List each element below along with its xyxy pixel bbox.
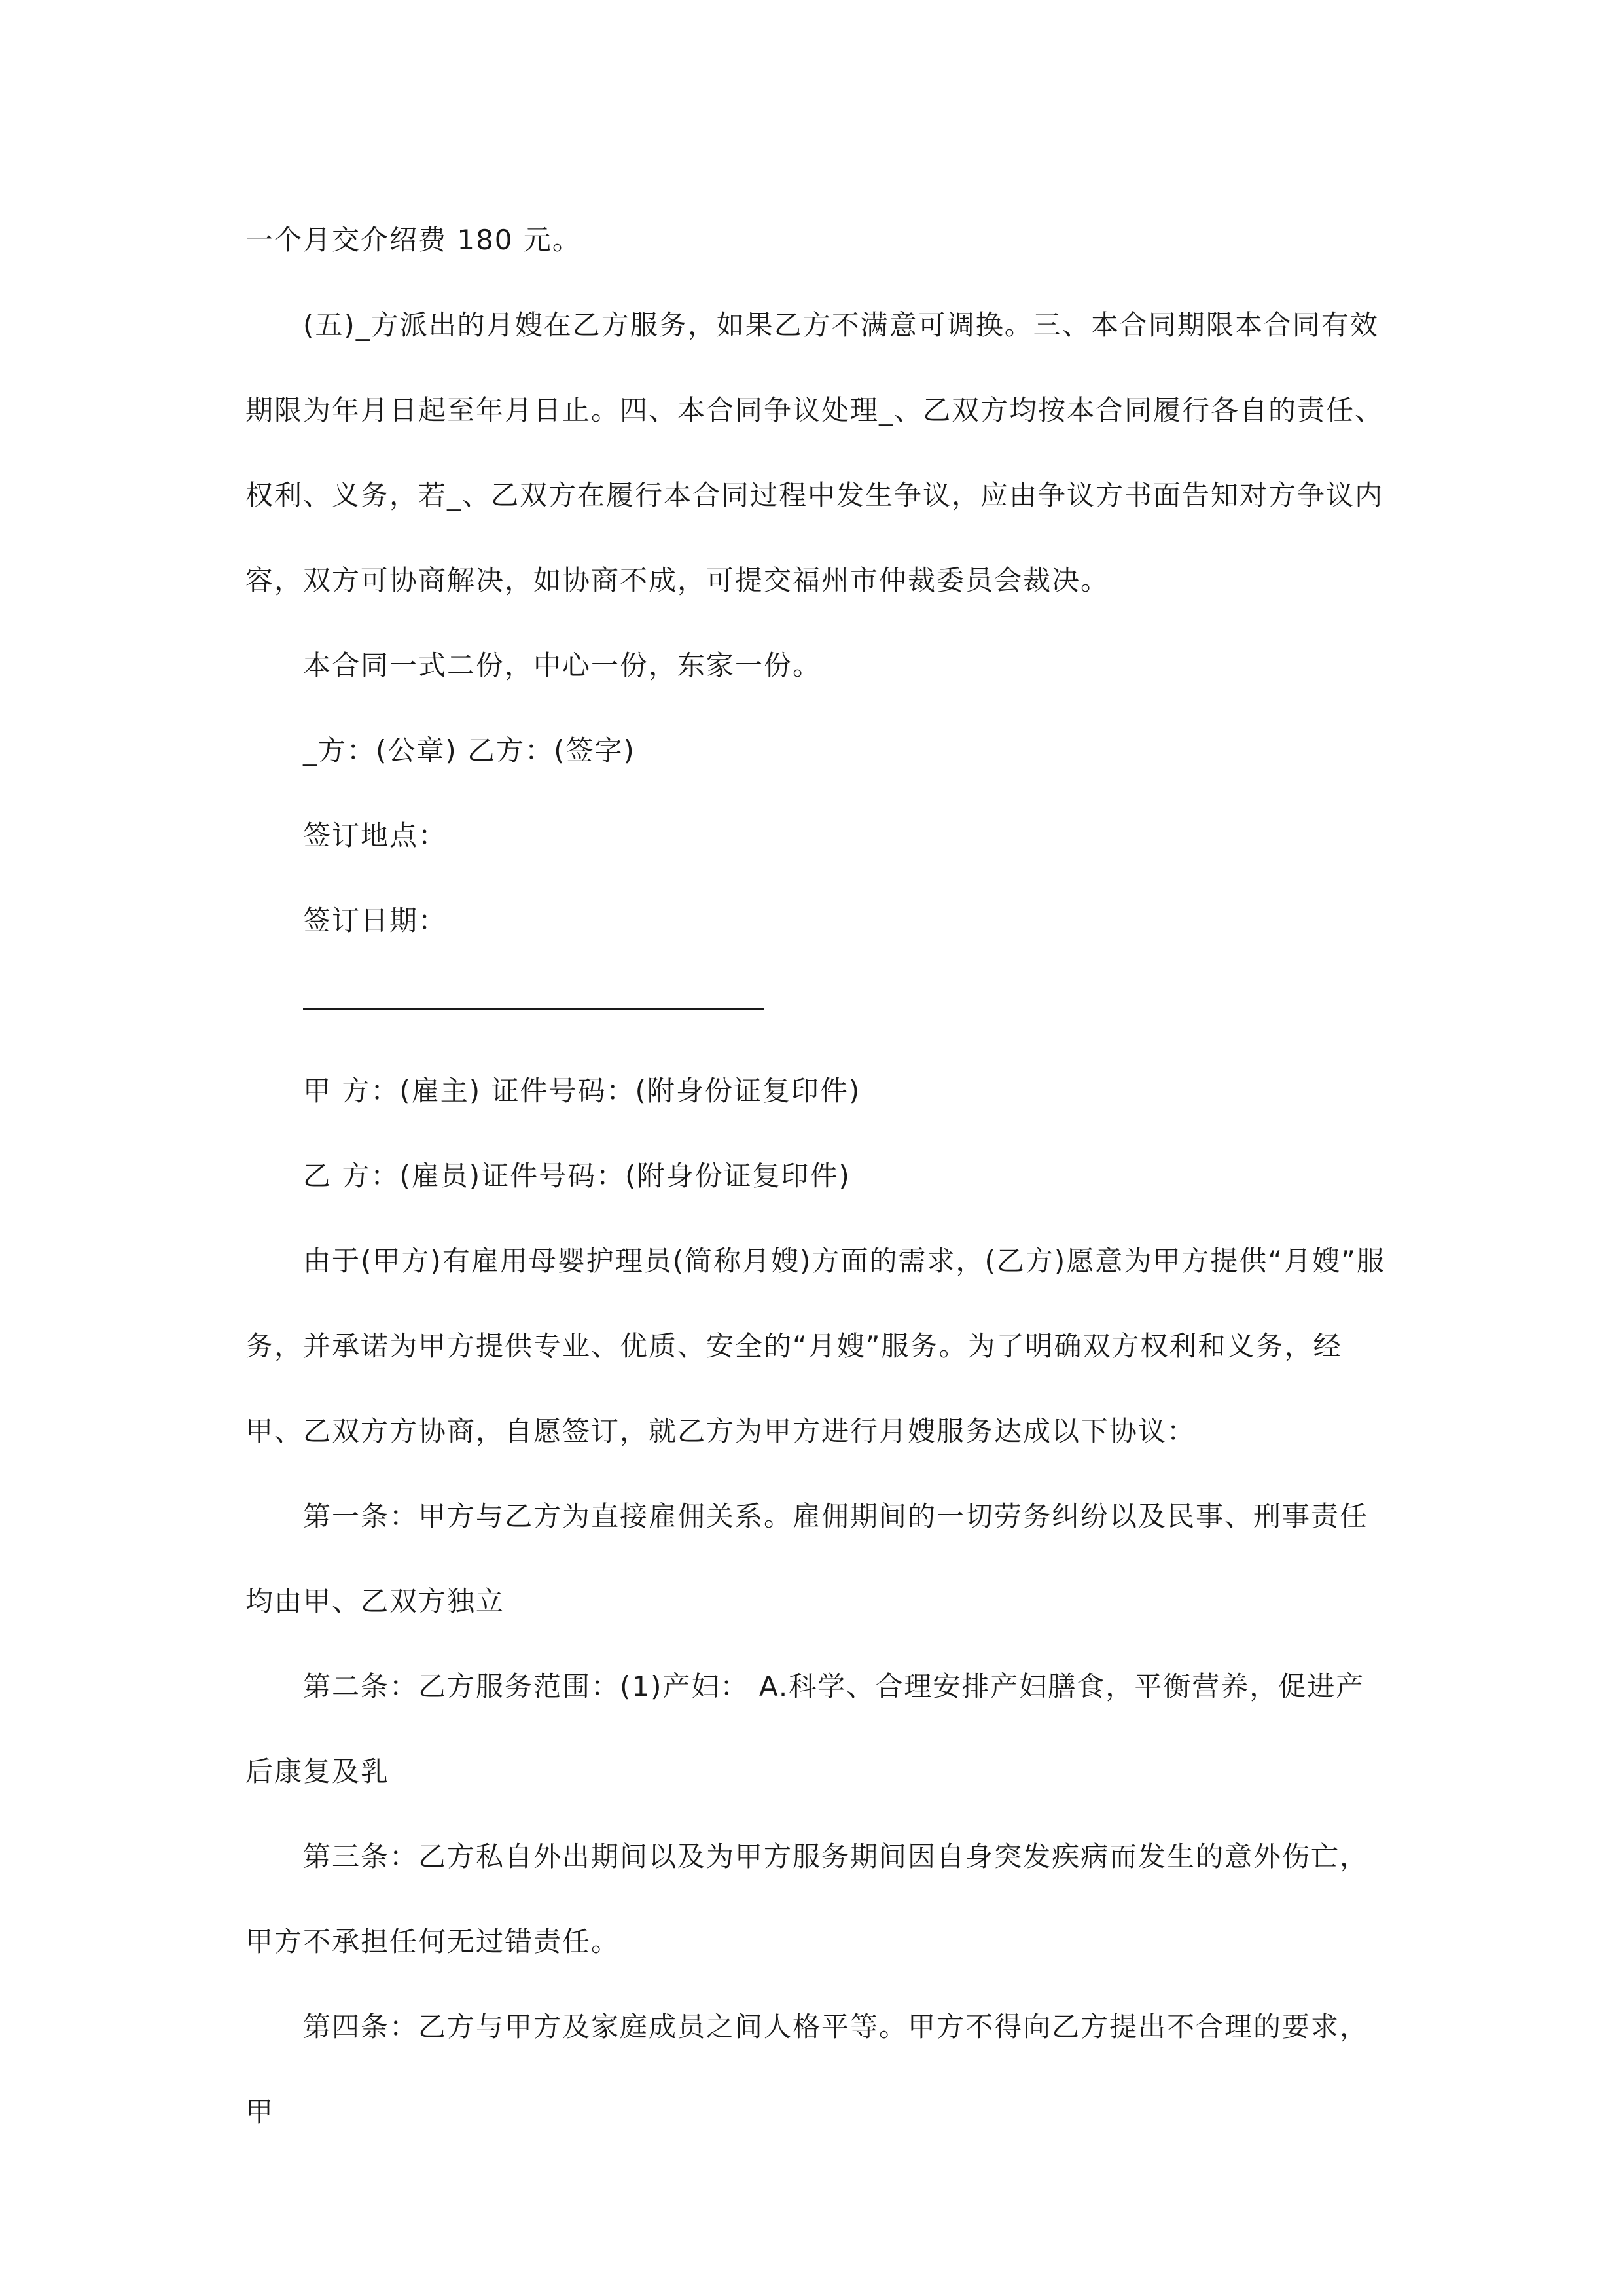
paragraph-party-b: 乙 方：(雇员)证件号码：(附身份证复印件) (303, 1160, 851, 1192)
paragraph-signatures: _方：(公章) 乙方：(签字) (303, 734, 635, 766)
paragraph-party-a: 甲 方：(雇主) 证件号码：(附身份证复印件) (303, 1075, 861, 1107)
paragraph-article-2: 第二条：乙方服务范围：(1)产妇： A.科学、合理安排产妇膳食，平衡营养，促进产后康复及乳 (245, 1670, 1365, 1787)
paragraph-article-1: 第一条：甲方与乙方为直接雇佣关系。雇佣期间的一切劳务纠纷以及民事、刑事责任均由甲、乙双方独立 (245, 1500, 1369, 1617)
paragraph-article-3: 第三条：乙方私自外出期间以及为甲方服务期间因自身突发疾病而发生的意外伤亡，甲方不承担任何无过错责任。 (245, 1840, 1369, 1958)
paragraph-article-4: 第四条：乙方与甲方及家庭成员之间人格平等。甲方不得向乙方提出不合理的要求，甲 (245, 2011, 1369, 2128)
paragraph-intro-fee: 一个月交介绍费 180 元。 (245, 224, 581, 256)
paragraph-sign-place: 签订地点： (303, 819, 448, 852)
section-divider (303, 1008, 764, 1010)
paragraph-preamble: 由于(甲方)有雇用母婴护理员(简称月嫂)方面的需求，(乙方)愿意为甲方提供“月嫂”服务，并承诺为甲方提供专业、优质、安全的“月嫂”服务。为了明确双方权利和义务，经甲、乙双方方协商，自愿签订，就乙方为甲方进行月嫂服务达成以下协议： (245, 1245, 1385, 1447)
paragraph-copies: 本合同一式二份，中心一份，东家一份。 (303, 649, 822, 681)
paragraph-clause-five: (五)_方派出的月嫂在乙方服务，如果乙方不满意可调换。三、本合同期限本合同有效期限为年月日起至年月日止。四、本合同争议处理_、乙双方均按本合同履行各自的责任、权利、义务，若_、乙双方在履行本合同过程中发生争议，应由争议方书面告知对方争议内容，双方可协商解决，如协商不成，可提交福州市仲裁委员会裁决。 (245, 309, 1384, 596)
paragraph-sign-date: 签订日期： (303, 905, 448, 937)
